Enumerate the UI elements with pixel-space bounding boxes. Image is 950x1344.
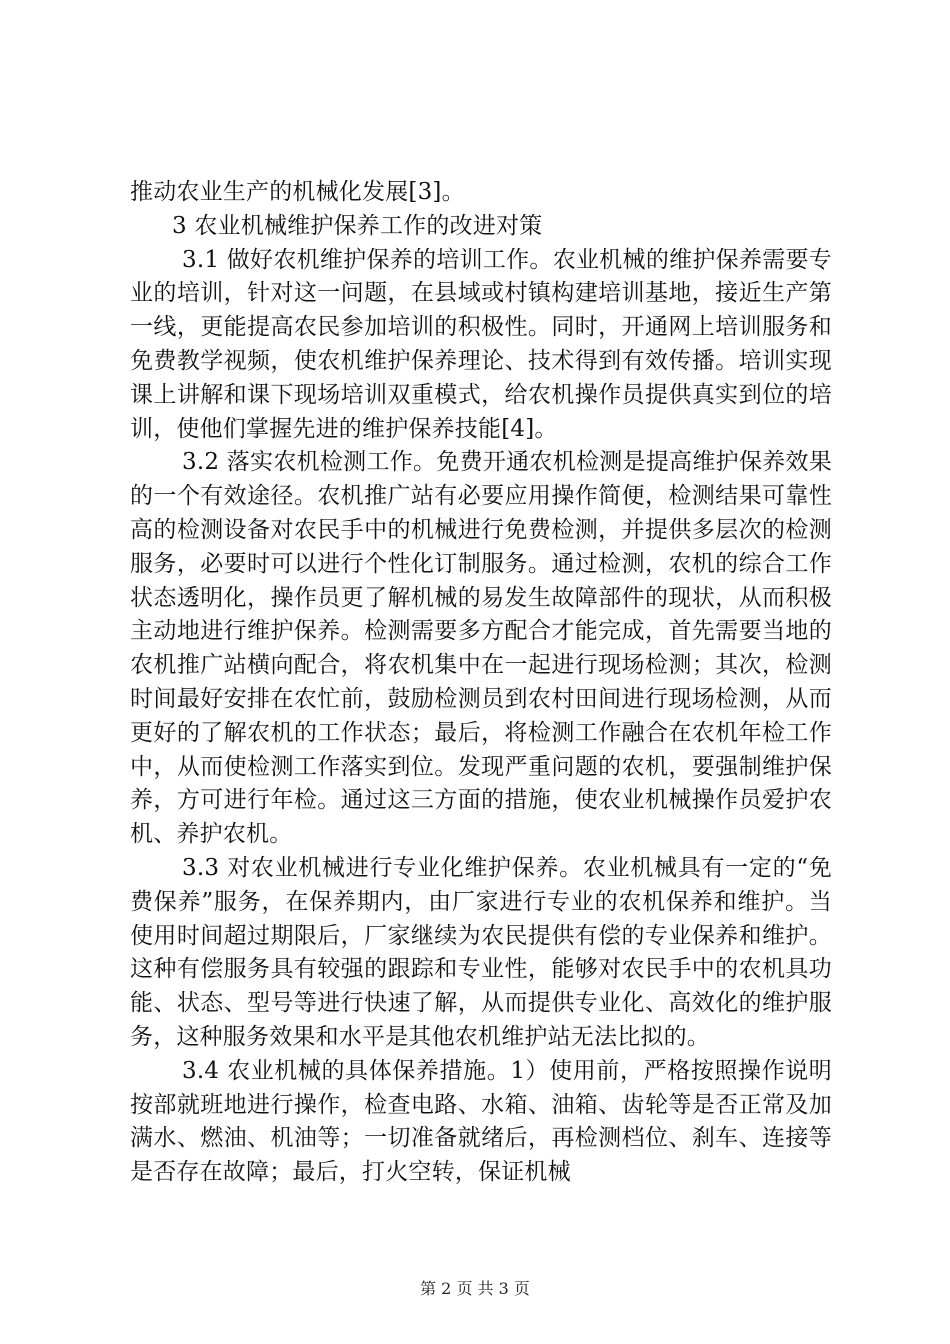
- paragraph-3-2: 3.2 落实农机检测工作。免费开通农机检测是提高维护保养效果的一个有效途径。农机推广站有必要应用操作简便，检测结果可靠性高的检测设备对农民手中的机械进行免费检测，并提供多层次的检测服务，必要时可以进行个性化订制服务。通过检测，农机的综合工作状态透明化，操作员更了解机械的易发生故障部件的现状，从而积极主动地进行维护保养。检测需要多方配合才能完成，首先需要当地的农机推广站横向配合，将农机集中在一起进行现场检测；其次，检测时间最好安排在农忙前，鼓励检测员到农村田间进行现场检测，从而更好的了解农机的工作状态；最后，将检测工作融合在农机年检工作中，从而使检测工作落实到位。发现严重问题的农机，要强制维护保养，方可进行年检。通过这三方面的措施，使农业机械操作员爱护农机、养护农机。: [130, 449, 832, 848]
- section-heading: 3 农业机械维护保养工作的改进对策: [172, 212, 543, 239]
- paragraph-3-1: 3.1 做好农机维护保养的培训工作。农业机械的维护保养需要专业的培训，针对这一问题，在县域或村镇构建培训基地，接近生产第一线，更能提高农民参加培训的积极性。同时，开通网上培训服务和免费教学视频，使农机维护保养理论、技术得到有效传播。培训实现课上讲解和课下现场培训双重模式，给农机操作员提供真实到位的培训，使他们掌握先进的维护保养技能[4]。: [130, 246, 832, 442]
- continuation-paragraph: 推动农业生产的机械化发展[3]。: [130, 179, 465, 205]
- page-footer: 第 2 页 共 3 页: [420, 1279, 530, 1298]
- paragraph-3-4: 3.4 农业机械的具体保养措施。1）使用前，严格按照操作说明按部就班地进行操作，检查电路、水箱、油箱、齿轮等是否正常及加满水、燃油、机油等；一切准备就绪后，再检测档位、刹车、连接等是否存在故障；最后，打火空转，保证机械: [130, 1057, 832, 1186]
- paragraph-3-3: 3.3 对农业机械进行专业化维护保养。农业机械具有一定的“免费保养”服务，在保养期内，由厂家进行专业的农机保养和维护。当使用时间超过期限后，厂家继续为农民提供有偿的专业保养和维护。这种有偿服务具有较强的跟踪和专业性，能够对农民手中的农机具功能、状态、型号等进行快速了解，从而提供专业化、高效化的维护服务，这种服务效果和水平是其他农机维护站无法比拟的。: [130, 854, 832, 1050]
- document-body: [130, 176, 832, 1190]
